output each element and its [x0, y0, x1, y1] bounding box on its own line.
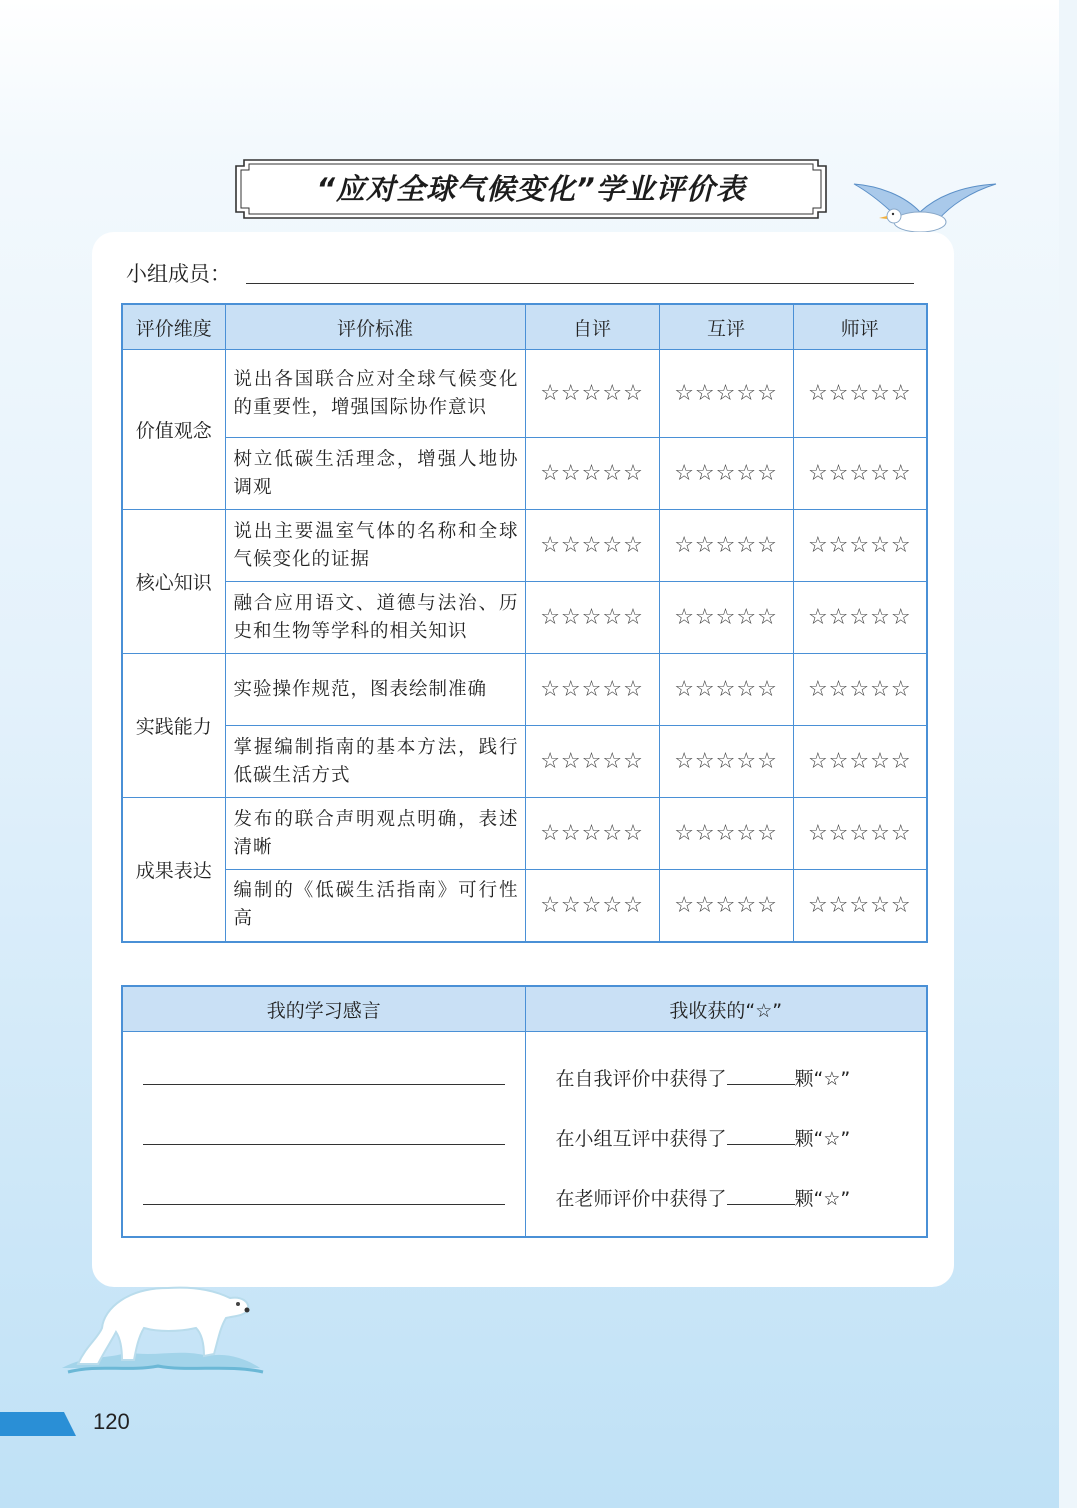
polar-bear-illustration — [58, 1268, 268, 1378]
peer-rating[interactable]: ☆☆☆☆☆ — [659, 510, 793, 582]
dimension-cell: 价值观念 — [122, 350, 225, 510]
earned-blank[interactable] — [727, 1186, 795, 1205]
page-number-tab — [0, 1412, 76, 1436]
reflection-line[interactable] — [143, 1204, 505, 1205]
reflection-table — [121, 985, 928, 1238]
criteria-cell: 说出主要温室气体的名称和全球气候变化的证据 — [225, 510, 525, 582]
criteria-cell: 树立低碳生活理念，增强人地协调观 — [225, 438, 525, 510]
teacher-rating[interactable]: ☆☆☆☆☆ — [793, 654, 927, 726]
header-stars-earned: 我收获的“☆” — [525, 986, 927, 1032]
peer-rating[interactable]: ☆☆☆☆☆ — [659, 438, 793, 510]
header-criteria: 评价标准 — [225, 304, 525, 350]
self-rating[interactable]: ☆☆☆☆☆ — [525, 582, 659, 654]
header-reflection: 我的学习感言 — [122, 986, 525, 1032]
criteria-cell: 融合应用语文、道德与法治、历史和生物等学科的相关知识 — [225, 582, 525, 654]
earned-suffix: 颗“☆” — [794, 1068, 851, 1090]
table-row — [122, 350, 927, 438]
reflection-line[interactable] — [143, 1144, 505, 1145]
teacher-rating[interactable]: ☆☆☆☆☆ — [793, 870, 927, 942]
teacher-rating[interactable]: ☆☆☆☆☆ — [793, 438, 927, 510]
peer-rating[interactable]: ☆☆☆☆☆ — [659, 870, 793, 942]
peer-rating[interactable]: ☆☆☆☆☆ — [659, 350, 793, 438]
earned-suffix: 颗“☆” — [794, 1128, 851, 1150]
table-row — [122, 438, 927, 510]
earned-blank[interactable] — [727, 1126, 795, 1145]
reflection-line[interactable] — [143, 1084, 505, 1085]
header-self: 自评 — [525, 304, 659, 350]
table-row — [122, 798, 927, 870]
table-row — [122, 582, 927, 654]
header-dimension: 评价维度 — [122, 304, 225, 350]
teacher-rating[interactable]: ☆☆☆☆☆ — [793, 798, 927, 870]
table-header-row — [122, 304, 927, 350]
members-input-line[interactable] — [246, 283, 914, 284]
reflection-header-row — [122, 986, 927, 1032]
self-rating[interactable]: ☆☆☆☆☆ — [525, 798, 659, 870]
table-row — [122, 870, 927, 942]
table-row — [122, 654, 927, 726]
header-peer: 互评 — [659, 304, 793, 350]
earned-prefix: 在小组互评中获得了 — [555, 1128, 727, 1150]
earned-suffix: 颗“☆” — [794, 1188, 851, 1210]
evaluation-table — [121, 303, 928, 943]
criteria-cell: 说出各国联合应对全球气候变化的重要性，增强国际协作意识 — [225, 350, 525, 438]
earned-blank[interactable] — [727, 1066, 795, 1085]
self-rating[interactable]: ☆☆☆☆☆ — [525, 654, 659, 726]
self-rating[interactable]: ☆☆☆☆☆ — [525, 510, 659, 582]
stars-earned-area — [525, 1032, 927, 1238]
peer-rating[interactable]: ☆☆☆☆☆ — [659, 726, 793, 798]
self-rating[interactable]: ☆☆☆☆☆ — [525, 726, 659, 798]
table-row — [122, 510, 927, 582]
criteria-cell: 发布的联合声明观点明确，表述清晰 — [225, 798, 525, 870]
earned-prefix: 在老师评价中获得了 — [555, 1188, 727, 1210]
criteria-cell: 实验操作规范，图表绘制准确 — [225, 654, 525, 726]
teacher-rating[interactable]: ☆☆☆☆☆ — [793, 510, 927, 582]
title-banner — [234, 158, 828, 220]
peer-rating[interactable]: ☆☆☆☆☆ — [659, 654, 793, 726]
page-number: 120 — [93, 1409, 130, 1434]
members-label: 小组成员： — [126, 262, 231, 286]
peer-rating[interactable]: ☆☆☆☆☆ — [659, 798, 793, 870]
teacher-rating[interactable]: ☆☆☆☆☆ — [793, 726, 927, 798]
self-rating[interactable]: ☆☆☆☆☆ — [525, 350, 659, 438]
peer-rating[interactable]: ☆☆☆☆☆ — [659, 582, 793, 654]
reflection-writing-area — [122, 1032, 525, 1238]
self-rating[interactable]: ☆☆☆☆☆ — [525, 870, 659, 942]
header-teacher: 师评 — [793, 304, 927, 350]
earned-prefix: 在自我评价中获得了 — [555, 1068, 727, 1090]
self-earned-row — [556, 1064, 851, 1091]
dimension-cell: 核心知识 — [122, 510, 225, 654]
teacher-rating[interactable]: ☆☆☆☆☆ — [793, 582, 927, 654]
page-title: “应对全球气候变化”学业评价表 — [316, 172, 746, 206]
peer-earned-row — [556, 1124, 851, 1151]
table-row — [122, 726, 927, 798]
teacher-rating[interactable]: ☆☆☆☆☆ — [793, 350, 927, 438]
page-edge — [1059, 0, 1077, 1508]
dimension-cell: 实践能力 — [122, 654, 225, 798]
criteria-cell: 编制的《低碳生活指南》可行性高 — [225, 870, 525, 942]
teacher-earned-row — [556, 1184, 851, 1211]
seagull-illustration — [850, 176, 1000, 240]
dimension-cell: 成果表达 — [122, 798, 225, 942]
self-rating[interactable]: ☆☆☆☆☆ — [525, 438, 659, 510]
criteria-cell: 掌握编制指南的基本方法，践行低碳生活方式 — [225, 726, 525, 798]
